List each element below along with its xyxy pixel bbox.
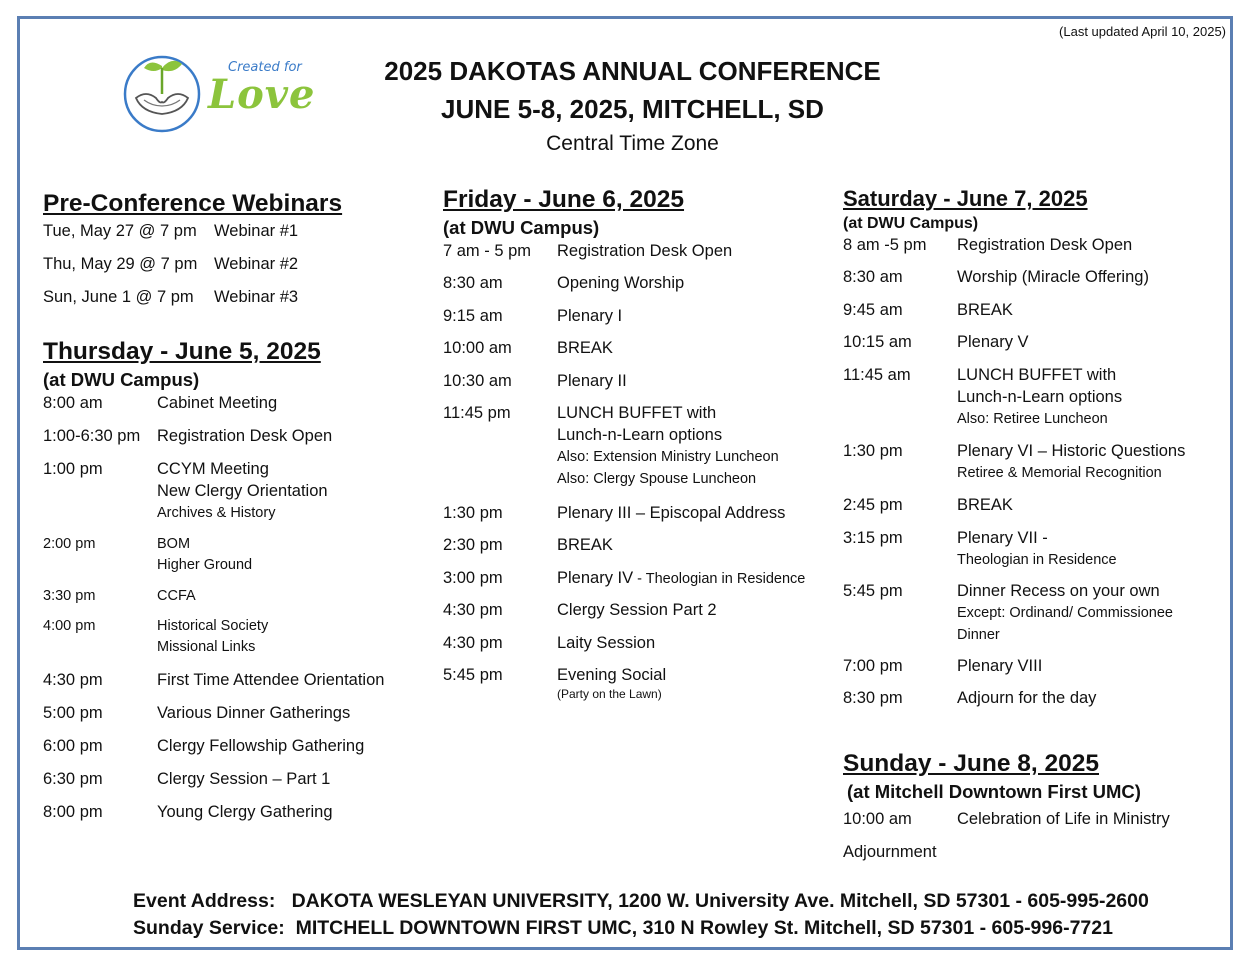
saturday-heading: Saturday - June 7, 2025 (843, 186, 1088, 211)
schedule-row (843, 440, 1223, 494)
time: 10:30 am (443, 372, 512, 390)
time: 7 am - 5 pm (443, 242, 532, 260)
time: 8:30 am (443, 274, 503, 292)
event: Missional Links (157, 639, 256, 655)
schedule-row (843, 527, 1223, 580)
event: Plenary I (557, 307, 623, 325)
time: 4:30 pm (443, 634, 503, 652)
event: First Time Attendee Orientation (157, 671, 385, 689)
event: BREAK (557, 536, 613, 554)
event-note: Retiree & Memorial Recognition (957, 465, 1162, 481)
event-note: Dinner (957, 627, 1000, 643)
schedule-row (443, 370, 838, 402)
time: 10:15 am (843, 333, 912, 351)
page-title-dates: JUNE 5-8, 2025, MITCHELL, SD (441, 94, 824, 124)
time-zone: Central Time Zone (546, 132, 719, 155)
time: 5:45 pm (443, 666, 503, 684)
time: 8:00 am (43, 394, 103, 412)
time: 9:15 am (443, 307, 503, 325)
event: Worship (Miracle Offering) (957, 268, 1149, 286)
event-note: Also: Clergy Spouse Luncheon (557, 471, 757, 487)
event: Opening Worship (557, 274, 685, 292)
schedule-row (43, 253, 413, 286)
event: Webinar #3 (214, 288, 299, 306)
schedule-row (843, 494, 1223, 527)
time: Tue, May 27 @ 7 pm (43, 222, 197, 240)
time: 1:30 pm (843, 442, 903, 460)
time: 2:00 pm (43, 536, 96, 552)
time: 10:00 am (843, 810, 912, 828)
time: 1:00-6:30 pm (43, 427, 141, 445)
schedule-row (43, 458, 413, 534)
schedule-row (43, 669, 413, 702)
time: 7:00 pm (843, 657, 903, 675)
event: Young Clergy Gathering (157, 803, 333, 821)
schedule-row (843, 364, 1223, 440)
schedule-row (843, 234, 1223, 266)
saturday-location: (at DWU Campus) (843, 215, 979, 232)
time: 1:00 pm (43, 460, 103, 478)
time: 2:45 pm (843, 496, 903, 514)
event: Plenary II (557, 372, 627, 390)
schedule-row (443, 402, 838, 502)
friday-heading: Friday - June 6, 2025 (443, 186, 685, 213)
sunday-service-value: MITCHELL DOWNTOWN FIRST UMC, 310 N Rowley St. Mitchell, SD 57301 - 605-996-7721 (295, 917, 1113, 939)
event: New Clergy Orientation (157, 482, 328, 500)
schedule-row (443, 664, 838, 704)
schedule-row (443, 337, 838, 370)
event: Clergy Session Part 2 (557, 601, 717, 619)
time: Thu, May 29 @ 7 pm (43, 255, 198, 273)
event: CCFA (157, 588, 196, 604)
time: 11:45 am (843, 366, 911, 384)
event: LUNCH BUFFET with (557, 404, 717, 422)
event-address-value: DAKOTA WESLEYAN UNIVERSITY, 1200 W. University Ave. Mitchell, SD 57301 - 605-995-2600 (291, 890, 1149, 912)
event: Webinar #1 (214, 222, 299, 240)
event (557, 567, 805, 590)
schedule-row (43, 220, 413, 253)
event: LUNCH BUFFET with (957, 366, 1117, 384)
column-middle (443, 184, 838, 704)
event-note: - Theologian in Residence (633, 571, 806, 587)
schedule-row (843, 580, 1223, 655)
schedule-row (43, 425, 413, 458)
schedule-row (843, 331, 1223, 364)
time: 8:30 pm (843, 689, 903, 707)
event: Registration Desk Open (157, 427, 333, 445)
time: 11:45 pm (443, 404, 511, 422)
time: 5:00 pm (43, 704, 103, 722)
schedule-row (43, 768, 413, 801)
schedule-row (43, 286, 413, 319)
schedule-row (43, 534, 413, 586)
schedule-row (443, 305, 838, 337)
thursday-location: (at DWU Campus) (43, 369, 200, 390)
adjournment: Adjournment (843, 843, 937, 861)
page-title: 2025 DAKOTAS ANNUAL CONFERENCE (384, 56, 881, 86)
sunday-service-label: Sunday Service: (133, 917, 285, 939)
event-note: Theologian in Residence (957, 552, 1117, 568)
schedule-row (843, 687, 1223, 720)
event: Evening Social (557, 666, 667, 684)
schedule-row (843, 808, 1223, 841)
event: Plenary V (957, 333, 1029, 351)
event-address (133, 890, 1149, 913)
time: 6:30 pm (43, 770, 103, 788)
sunday-location: (at Mitchell Downtown First UMC) (847, 781, 1141, 802)
schedule-row (843, 299, 1223, 331)
schedule-row (443, 599, 838, 632)
last-updated: (Last updated April 10, 2025) (1059, 24, 1226, 39)
time: 10:00 am (443, 339, 512, 357)
time: 1:30 pm (443, 504, 503, 522)
friday-location: (at DWU Campus) (443, 217, 600, 238)
event-note: Also: Retiree Luncheon (957, 411, 1108, 427)
schedule-row (443, 632, 838, 664)
event: Dinner Recess on your own (957, 582, 1160, 600)
time: 6:00 pm (43, 737, 103, 755)
time: 8:00 pm (43, 803, 103, 821)
event: Lunch-n-Learn options (957, 388, 1123, 406)
schedule-row (43, 586, 413, 616)
event-note: (Party on the Lawn) (557, 687, 662, 701)
schedule-row (843, 266, 1223, 299)
schedule-row (43, 735, 413, 768)
time: 3:30 pm (43, 588, 96, 604)
schedule-row (443, 240, 838, 272)
event: Plenary VIII (957, 657, 1043, 675)
event: Registration Desk Open (557, 242, 733, 260)
time: 8:30 am (843, 268, 903, 286)
event: Plenary VI – Historic Questions (957, 442, 1186, 460)
schedule-row (843, 655, 1223, 687)
event: Plenary VII - (957, 529, 1048, 547)
event: Laity Session (557, 634, 656, 652)
event: BREAK (957, 301, 1013, 319)
event: BREAK (957, 496, 1013, 514)
event: Historical Society (157, 618, 269, 634)
event: Various Dinner Gatherings (157, 704, 351, 722)
schedule-row (443, 272, 838, 305)
event: BREAK (557, 339, 613, 357)
time: Sun, June 1 @ 7 pm (43, 288, 194, 306)
time: 5:45 pm (843, 582, 903, 600)
time: 3:00 pm (443, 569, 503, 587)
event: Clergy Session – Part 1 (157, 770, 331, 788)
schedule-row (43, 801, 413, 834)
event: BOM (157, 536, 191, 552)
event: Plenary III – Episcopal Address (557, 504, 786, 522)
schedule-row (443, 502, 838, 534)
time: 4:00 pm (43, 618, 96, 634)
column-left (43, 188, 413, 834)
time: 4:30 pm (443, 601, 503, 619)
event: Clergy Fellowship Gathering (157, 737, 365, 755)
event: Lunch-n-Learn options (557, 426, 723, 444)
thursday-heading: Thursday - June 5, 2025 (43, 338, 321, 365)
time: 4:30 pm (43, 671, 103, 689)
logo-word: Love (208, 71, 316, 118)
column-right (843, 184, 1223, 873)
schedule-row (443, 534, 838, 567)
webinars-heading: Pre-Conference Webinars (43, 190, 343, 217)
event: Adjourn for the day (957, 689, 1097, 707)
sunday-service-address (133, 917, 1113, 940)
time: 9:45 am (843, 301, 903, 319)
sunday-heading: Sunday - June 8, 2025 (843, 750, 1099, 777)
event: Celebration of Life in Ministry (957, 810, 1170, 828)
time: 2:30 pm (443, 536, 503, 554)
time: 3:15 pm (843, 529, 903, 547)
event: CCYM Meeting (157, 460, 269, 478)
event-note: Except: Ordinand/ Commissionee (957, 605, 1173, 621)
time: 8 am -5 pm (843, 236, 927, 254)
schedule-row (43, 702, 413, 735)
event: Cabinet Meeting (157, 394, 278, 412)
event-note: Also: Extension Ministry Luncheon (557, 449, 779, 465)
event-note: Archives & History (157, 505, 276, 521)
event: Registration Desk Open (957, 236, 1133, 254)
event: Higher Ground (157, 557, 253, 573)
schedule-row (43, 616, 413, 669)
event: Webinar #2 (214, 255, 299, 273)
schedule-row (443, 567, 838, 599)
event-main: Plenary IV (557, 569, 634, 587)
event-address-label: Event Address: (133, 890, 276, 912)
logo-tagline: Created for (228, 60, 302, 75)
schedule-row (43, 392, 413, 425)
